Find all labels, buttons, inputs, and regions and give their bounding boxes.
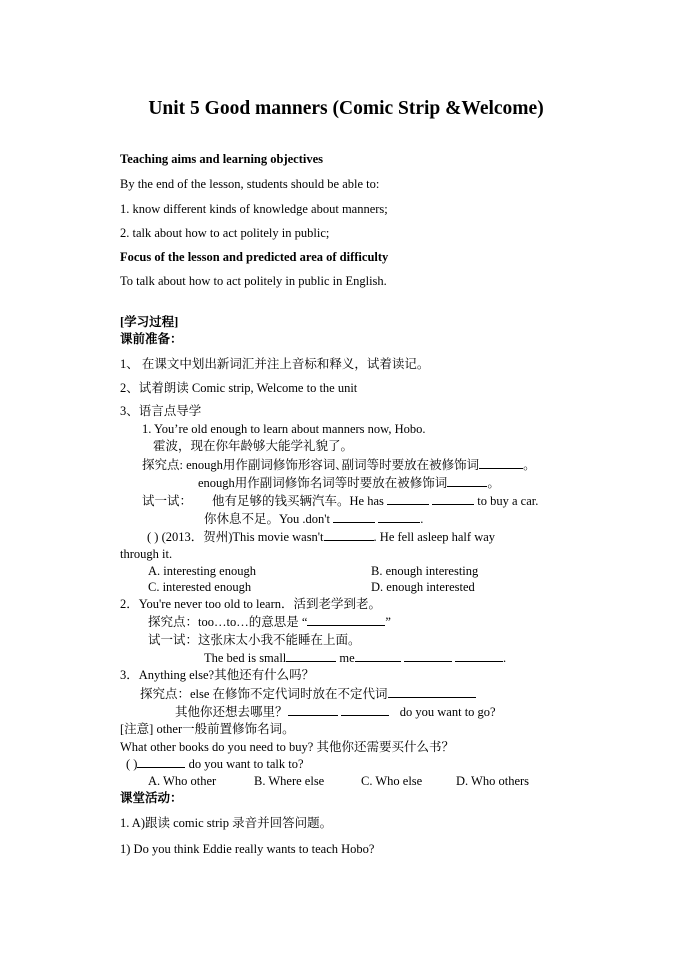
point1-try-label: 试一试： [142, 494, 193, 508]
aims-heading: Teaching aims and learning objectives [120, 152, 324, 166]
answer-blank[interactable] [432, 493, 474, 505]
point3-sentence: 3．Anything else?其他还有什么吗？ [120, 668, 315, 682]
point3-note: [注意] other一般前置修饰名词。 [120, 722, 295, 736]
answer-blank[interactable] [324, 529, 374, 541]
page-title: Unit 5 Good manners (Comic Strip &Welcome) [148, 98, 544, 119]
option-b: B. Where else [254, 774, 325, 788]
intro-text: By the end of the lesson, students should be able to: [120, 177, 380, 191]
option-a: A. Who other [148, 774, 217, 788]
answer-blank[interactable] [447, 475, 487, 487]
answer-blank[interactable] [286, 650, 336, 662]
option-d: D. enough interested [371, 580, 475, 594]
point1-question: ( ) (2013．贺州)This movie wasn't . He fell asleep half way [147, 530, 496, 544]
point3-where: 其他你还想去哪里？ do you want to go? [175, 705, 496, 719]
point3-example: What other books do you need to buy? 其他你还需要买什么书？ [120, 740, 454, 754]
point2-example: The bed is small me . [204, 651, 507, 665]
answer-blank[interactable] [479, 457, 523, 469]
point1-translation: 霍波，现在你年龄够大能学礼貌了。 [153, 439, 354, 453]
option-b: B. enough interesting [371, 564, 479, 578]
answer-blank[interactable] [387, 493, 429, 505]
point1-explore2: enough用作副词修饰名词等时要放在被修饰词 。 [198, 476, 500, 490]
point1-explore1: 探究点: enough用作副词修饰形容词､副词等时要放在被修饰词 。 [142, 458, 536, 472]
answer-blank[interactable] [333, 511, 375, 523]
option-c: C. Who else [361, 774, 423, 788]
answer-blank[interactable] [404, 650, 452, 662]
answer-blank[interactable] [378, 511, 420, 523]
point3-question: ( ) do you want to talk to? [126, 757, 304, 771]
option-a: A. interesting enough [148, 564, 256, 578]
prep-item: 3、语言点导学 [120, 404, 202, 418]
process-heading: [学习过程] [120, 315, 179, 329]
answer-blank[interactable] [341, 704, 389, 716]
point1-try2: 你休息不足。You .don't . [204, 512, 424, 526]
answer-blank[interactable] [455, 650, 503, 662]
point2-try: 试一试：这张床太小我不能睡在上面。 [148, 633, 361, 647]
point1-sentence: 1. You’re old enough to learn about manners now, Hobo. [142, 422, 426, 436]
class-item: 1. A)跟读 comic strip 录音并回答问题。 [120, 816, 333, 830]
point1-question-cont: through it. [120, 547, 173, 561]
aim-item: 1. know different kinds of knowledge about manners; [120, 202, 388, 216]
point2-sentence: 2．You're never too old to learn．活到老学到老。 [120, 597, 382, 611]
answer-blank[interactable] [307, 614, 385, 626]
point2-explore: 探究点：too…to…的意思是 “ ” [148, 615, 391, 629]
answer-blank[interactable] [388, 686, 476, 698]
prep-item: 2、试着朗读 Comic strip, Welcome to the unit [120, 381, 358, 395]
prep-item: 1、 在课文中划出新词汇并注上音标和释义，试着读记。 [120, 357, 430, 371]
class-item: 1) Do you think Eddie really wants to teach Hobo? [120, 842, 375, 856]
point1-try1: 他有足够的钱买辆汽车。He has to buy a car. [212, 494, 539, 508]
answer-blank[interactable] [288, 704, 338, 716]
point3-explore: 探究点：else 在修饰不定代词时放在不定代词 [140, 686, 476, 702]
option-c: C. interested enough [148, 580, 252, 594]
aim-item: 2. talk about how to act politely in public; [120, 226, 330, 240]
class-heading: 课堂活动： [120, 791, 183, 805]
answer-blank[interactable] [137, 756, 185, 768]
prep-heading: 课前准备： [120, 332, 183, 346]
option-d: D. Who others [456, 774, 530, 788]
answer-blank[interactable] [355, 650, 401, 662]
focus-heading: Focus of the lesson and predicted area of difficulty [120, 250, 389, 264]
focus-text: To talk about how to act politely in public in English. [120, 274, 387, 288]
